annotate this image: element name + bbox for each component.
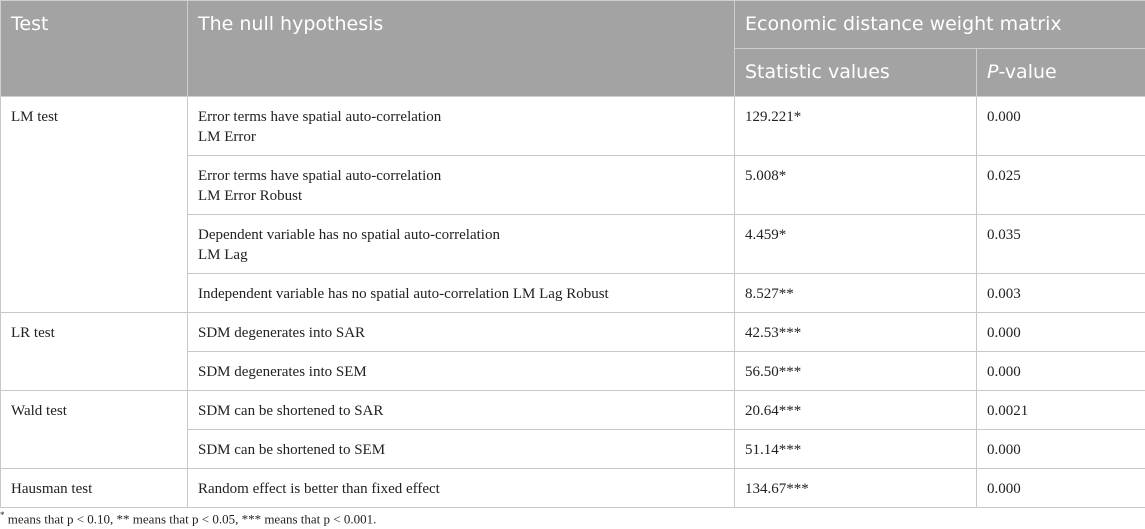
test-name-cell: LM test [1, 97, 188, 313]
header-test: Test [1, 1, 188, 97]
table-row [1, 313, 1145, 352]
statistic-value-cell: 134.67*** [735, 469, 977, 508]
hypothesis-line: LM Error Robust [198, 188, 303, 204]
hypothesis-line: Error terms have spatial auto-correlation [198, 109, 442, 125]
table-row [1, 469, 1145, 508]
hypothesis-line: LM Lag [198, 247, 248, 263]
hypothesis-line: SDM degenerates into SEM [198, 364, 367, 380]
hypothesis-line: SDM degenerates into SAR [198, 325, 366, 341]
p-value-cell: 0.000 [977, 352, 1145, 391]
hypothesis-line: LM Error [198, 129, 256, 145]
table-footnote [0, 510, 376, 527]
p-value-cell: 0.000 [977, 313, 1145, 352]
hypothesis-line: Dependent variable has no spatial auto-correlation [198, 227, 500, 243]
test-name-cell: Wald test [1, 391, 188, 469]
p-value-cell: 0.003 [977, 274, 1145, 313]
test-name-cell: Hausman test [1, 469, 188, 508]
hypothesis-cell [188, 97, 735, 156]
statistic-value-cell: 8.527** [735, 274, 977, 313]
hypothesis-line: Error terms have spatial auto-correlation [198, 168, 442, 184]
header-p-value [977, 49, 1145, 97]
header-p-suffix: -value [998, 61, 1057, 83]
p-value-cell: 0.000 [977, 97, 1145, 156]
p-value-cell: 0.035 [977, 215, 1145, 274]
hypothesis-cell [188, 430, 735, 469]
header-p-letter: P [987, 61, 999, 83]
hypothesis-cell [188, 156, 735, 215]
statistic-value-cell: 5.008* [735, 156, 977, 215]
statistic-value-cell: 42.53*** [735, 313, 977, 352]
statistic-value-cell: 51.14*** [735, 430, 977, 469]
hypothesis-line: Random effect is better than fixed effect [198, 481, 440, 497]
hypothesis-line: Independent variable has no spatial auto-correlation LM Lag Robust [198, 286, 609, 302]
table-body [1, 97, 1145, 508]
hypothesis-cell [188, 313, 735, 352]
statistic-value-cell: 129.221* [735, 97, 977, 156]
header-statistic-values: Statistic values [735, 49, 977, 97]
statistic-value-cell: 20.64*** [735, 391, 977, 430]
table-row [1, 97, 1145, 156]
p-value-cell: 0.000 [977, 469, 1145, 508]
hypothesis-line: SDM can be shortened to SAR [198, 403, 384, 419]
p-value-cell: 0.025 [977, 156, 1145, 215]
hypothesis-line: SDM can be shortened to SEM [198, 442, 386, 458]
statistic-value-cell: 4.459* [735, 215, 977, 274]
p-value-cell: 0.0021 [977, 391, 1145, 430]
p-value-cell: 0.000 [977, 430, 1145, 469]
table-row [1, 391, 1145, 430]
footnote-text: means that p < 0.10, ** means that p < 0.05, *** means that p < 0.001. [4, 511, 377, 527]
hypothesis-cell [188, 352, 735, 391]
statistic-value-cell: 56.50*** [735, 352, 977, 391]
header-null-hypothesis: The null hypothesis [188, 1, 735, 97]
hypothesis-cell [188, 391, 735, 430]
header-weight-matrix: Economic distance weight matrix [735, 1, 1145, 49]
hypothesis-cell [188, 469, 735, 508]
hypothesis-cell [188, 274, 735, 313]
hypothesis-cell [188, 215, 735, 274]
footnote-star: * [0, 510, 5, 520]
test-name-cell: LR test [1, 313, 188, 391]
